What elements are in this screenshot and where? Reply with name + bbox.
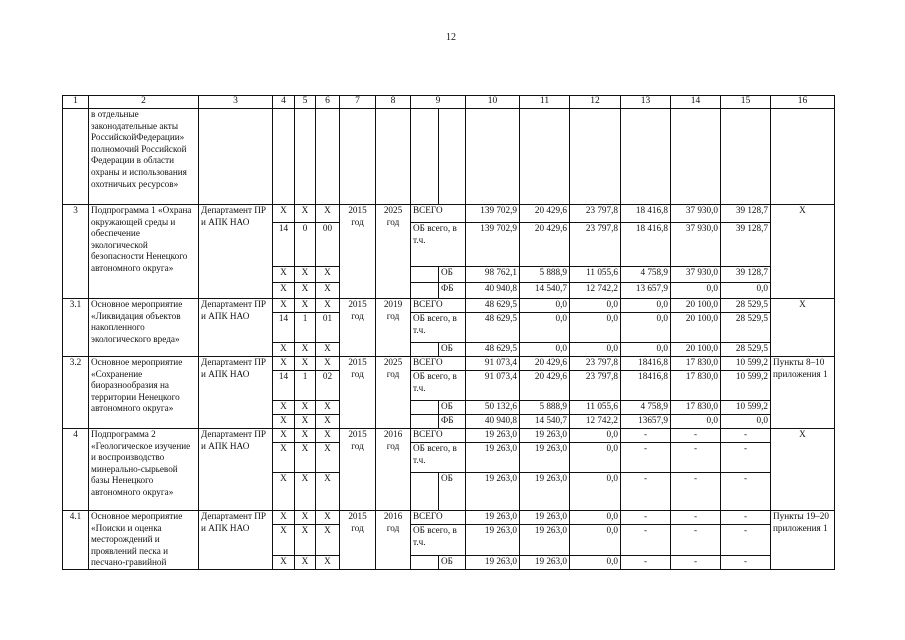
section-number: 4 (63, 429, 89, 511)
value-cell: 0,0 (570, 443, 621, 473)
start-year: 2015 год (340, 429, 376, 511)
code-cell: Х (295, 357, 316, 371)
code-cell: Х (295, 267, 316, 283)
value-cell: 20 100,0 (671, 313, 721, 343)
section-number: 3.1 (63, 299, 89, 357)
value-cell: 0,0 (671, 283, 721, 299)
code-cell: Х (316, 555, 340, 569)
cell (295, 109, 316, 205)
code-cell: 02 (316, 371, 340, 401)
code-cell: 1 (295, 371, 316, 401)
cell (199, 109, 273, 205)
value-cell: - (721, 511, 771, 525)
code-cell: 14 (273, 313, 295, 343)
value-cell: 12 742,2 (570, 415, 621, 429)
code-cell: Х (316, 283, 340, 299)
code-cell: Х (316, 511, 340, 525)
value-cell: 4 758,9 (621, 267, 671, 283)
value-cell: 40 940,8 (466, 415, 520, 429)
start-year: 2015 год (340, 299, 376, 357)
code-cell: Х (316, 473, 340, 511)
funding-source-indent (411, 555, 439, 569)
code-cell: Х (295, 429, 316, 443)
value-cell: 0,0 (721, 415, 771, 429)
start-year: 2015 год (340, 357, 376, 429)
column-header: 5 (295, 96, 316, 109)
value-cell: 18 416,8 (621, 205, 671, 223)
section-name: Подпрограмма 2 «Геологическое изучение и воспроизводство минерально-сырьевой базы Ненецкого автономного округа» (89, 429, 199, 511)
value-cell: - (621, 429, 671, 443)
section-name: Подпрограмма 1 «Охрана окружающей среды и обеспечение экологической безопасности Ненецкого автономного округа» (89, 205, 199, 299)
column-header: 15 (721, 96, 771, 109)
code-cell: Х (316, 415, 340, 429)
value-cell: 19 263,0 (520, 443, 570, 473)
value-cell: 0,0 (570, 511, 621, 525)
continued-row (63, 109, 835, 205)
value-cell: 0,0 (520, 299, 570, 313)
end-year: 2025 год (376, 357, 411, 429)
funding-source: ОБ всего, в т.ч. (411, 223, 466, 267)
column-header: 1 (63, 96, 89, 109)
code-cell: Х (273, 415, 295, 429)
code-cell: Х (316, 443, 340, 473)
value-cell: - (621, 443, 671, 473)
value-cell: 0,0 (621, 313, 671, 343)
value-cell: - (671, 511, 721, 525)
funding-source: ОБ (439, 555, 466, 569)
cell (466, 109, 520, 205)
value-cell: 5 888,9 (520, 267, 570, 283)
value-cell: - (721, 473, 771, 511)
cell (439, 109, 466, 205)
value-cell: 19 263,0 (466, 511, 520, 525)
funding-source: ВСЕГО (411, 299, 466, 313)
funding-source: ОБ всего, в т.ч. (411, 525, 466, 556)
section-note: Х (771, 429, 835, 511)
value-cell: 48 629,5 (466, 299, 520, 313)
value-cell: 18 416,8 (621, 223, 671, 267)
value-cell: 0,0 (520, 313, 570, 343)
value-cell: 18416,8 (621, 357, 671, 371)
cell (340, 109, 376, 205)
code-cell: Х (273, 343, 295, 357)
code-cell: Х (273, 283, 295, 299)
code-cell: Х (295, 415, 316, 429)
code-cell: Х (295, 205, 316, 223)
code-cell: Х (295, 299, 316, 313)
value-cell: 0,0 (570, 343, 621, 357)
code-cell: Х (273, 267, 295, 283)
value-cell: 0,0 (721, 283, 771, 299)
responsible-department: Департамент ПР и АПК НАО (199, 205, 273, 299)
code-cell: Х (316, 299, 340, 313)
funding-source-indent (411, 415, 439, 429)
value-cell: 0,0 (621, 343, 671, 357)
value-cell: 0,0 (621, 299, 671, 313)
end-year: 2016 год (376, 511, 411, 570)
cell (63, 109, 89, 205)
continued-description: в отдельные законодательные акты РоссийскойФедерации» полномочий Российской Федерации в области охраны и использования охотничьих ресурсов» (89, 109, 199, 205)
value-cell: 19 263,0 (520, 511, 570, 525)
column-header: 8 (376, 96, 411, 109)
value-cell: 17 830,0 (671, 371, 721, 401)
value-cell: 17 830,0 (671, 357, 721, 371)
funding-source-indent (411, 267, 439, 283)
cell (520, 109, 570, 205)
value-cell: 13 657,9 (621, 283, 671, 299)
value-cell: 37 930,0 (671, 267, 721, 283)
value-cell: 20 100,0 (671, 343, 721, 357)
value-cell: 0,0 (570, 555, 621, 569)
start-year: 2015 год (340, 205, 376, 299)
code-cell: Х (316, 525, 340, 556)
code-cell: Х (295, 555, 316, 569)
section-name: Основное мероприятие «Сохранение биоразнообразия на территории Ненецкого автономного округа» (89, 357, 199, 429)
column-header: 6 (316, 96, 340, 109)
section-note: Пункты 19–20 приложения 1 (771, 511, 835, 570)
cell (621, 109, 671, 205)
cell (273, 109, 295, 205)
column-header: 16 (771, 96, 835, 109)
code-cell: Х (295, 401, 316, 415)
code-cell: 0 (295, 223, 316, 267)
table-body (63, 96, 835, 570)
code-cell: Х (295, 511, 316, 525)
value-cell: 23 797,8 (570, 371, 621, 401)
section-number: 3 (63, 205, 89, 299)
value-cell: 91 073,4 (466, 371, 520, 401)
value-cell: 28 529,5 (721, 343, 771, 357)
column-header: 13 (621, 96, 671, 109)
column-header: 14 (671, 96, 721, 109)
code-cell: Х (295, 443, 316, 473)
code-cell: 01 (316, 313, 340, 343)
value-cell: 28 529,5 (721, 313, 771, 343)
code-cell: Х (316, 205, 340, 223)
cell (316, 109, 340, 205)
value-cell: 19 263,0 (466, 525, 520, 556)
end-year: 2016 год (376, 429, 411, 511)
code-cell: Х (273, 555, 295, 569)
value-cell: 14 540,7 (520, 283, 570, 299)
code-cell: 14 (273, 371, 295, 401)
value-cell: 19 263,0 (466, 555, 520, 569)
funding-source: ВСЕГО (411, 429, 466, 443)
code-cell: Х (273, 429, 295, 443)
program-funding-table (62, 95, 835, 570)
cell (721, 109, 771, 205)
code-cell: Х (273, 205, 295, 223)
value-cell: 37 930,0 (671, 223, 721, 267)
funding-source: ОБ всего, в т.ч. (411, 313, 466, 343)
value-cell: - (721, 555, 771, 569)
value-cell: 11 055,6 (570, 401, 621, 415)
table-row (63, 205, 835, 223)
funding-source: ВСЕГО (411, 205, 466, 223)
value-cell: 20 429,6 (520, 223, 570, 267)
cell (376, 109, 411, 205)
code-cell: Х (273, 511, 295, 525)
section-name: Основное мероприятие «Ликвидация объектов накопленного экологического вреда» (89, 299, 199, 357)
value-cell: - (721, 443, 771, 473)
value-cell: - (621, 473, 671, 511)
value-cell: - (621, 511, 671, 525)
value-cell: 0,0 (570, 313, 621, 343)
section-note: Пункты 8–10 приложения 1 (771, 357, 835, 429)
value-cell: 48 629,5 (466, 343, 520, 357)
value-cell: 48 629,5 (466, 313, 520, 343)
value-cell: 10 599,2 (721, 357, 771, 371)
value-cell: 19 263,0 (520, 429, 570, 443)
table-row (63, 357, 835, 371)
value-cell: - (721, 525, 771, 556)
funding-source-indent (411, 283, 439, 299)
value-cell: 139 702,9 (466, 205, 520, 223)
start-year: 2015 год (340, 511, 376, 570)
responsible-department: Департамент ПР и АПК НАО (199, 429, 273, 511)
funding-source: ВСЕГО (411, 357, 466, 371)
value-cell: 14 540,7 (520, 415, 570, 429)
value-cell: 40 940,8 (466, 283, 520, 299)
value-cell: 39 128,7 (721, 223, 771, 267)
column-header: 10 (466, 96, 520, 109)
value-cell: - (621, 525, 671, 556)
code-cell: Х (316, 401, 340, 415)
value-cell: - (671, 429, 721, 443)
column-number-row (63, 96, 835, 109)
column-header: 4 (273, 96, 295, 109)
value-cell: 17 830,0 (671, 401, 721, 415)
funding-source: ОБ (439, 473, 466, 511)
code-cell: Х (273, 357, 295, 371)
code-cell: Х (295, 283, 316, 299)
funding-source: ФБ (439, 283, 466, 299)
code-cell: Х (295, 473, 316, 511)
section-number: 3.2 (63, 357, 89, 429)
value-cell: 19 263,0 (520, 473, 570, 511)
column-header: 9 (411, 96, 466, 109)
table-row (63, 511, 835, 525)
responsible-department: Департамент ПР и АПК НАО (199, 511, 273, 570)
value-cell: 23 797,8 (570, 223, 621, 267)
code-cell: Х (316, 343, 340, 357)
value-cell: 20 100,0 (671, 299, 721, 313)
page-number: 12 (446, 32, 456, 43)
value-cell: 0,0 (570, 299, 621, 313)
value-cell: 20 429,6 (520, 357, 570, 371)
cell (411, 109, 439, 205)
value-cell: 20 429,6 (520, 371, 570, 401)
value-cell: 139 702,9 (466, 223, 520, 267)
column-header: 11 (520, 96, 570, 109)
table-row (63, 299, 835, 313)
value-cell: 0,0 (570, 429, 621, 443)
value-cell: 19 263,0 (520, 555, 570, 569)
value-cell: 20 429,6 (520, 205, 570, 223)
cell (771, 109, 835, 205)
funding-source: ОБ (439, 267, 466, 283)
value-cell: - (621, 555, 671, 569)
cell (570, 109, 621, 205)
value-cell: 13657,9 (621, 415, 671, 429)
funding-source-indent (411, 473, 439, 511)
value-cell: 0,0 (520, 343, 570, 357)
code-cell: 1 (295, 313, 316, 343)
value-cell: 91 073,4 (466, 357, 520, 371)
value-cell: 19 263,0 (466, 443, 520, 473)
funding-source: ОБ (439, 343, 466, 357)
value-cell: 4 758,9 (621, 401, 671, 415)
section-name: Основное мероприятие «Поиски и оценка месторождений и проявлений песка и песчано-гравийной (89, 511, 199, 570)
end-year: 2019 год (376, 299, 411, 357)
value-cell: 19 263,0 (520, 525, 570, 556)
code-cell: Х (273, 443, 295, 473)
column-header: 2 (89, 96, 199, 109)
funding-source: ОБ (439, 401, 466, 415)
code-cell: Х (295, 525, 316, 556)
code-cell: Х (273, 299, 295, 313)
value-cell: 10 599,2 (721, 401, 771, 415)
value-cell: - (671, 555, 721, 569)
code-cell: Х (273, 525, 295, 556)
end-year: 2025 год (376, 205, 411, 299)
responsible-department: Департамент ПР и АПК НАО (199, 357, 273, 429)
value-cell: 0,0 (570, 525, 621, 556)
value-cell: - (671, 443, 721, 473)
value-cell: 23 797,8 (570, 205, 621, 223)
value-cell: 0,0 (570, 473, 621, 511)
funding-source: ОБ всего, в т.ч. (411, 443, 466, 473)
value-cell: 19 263,0 (466, 473, 520, 511)
value-cell: 10 599,2 (721, 371, 771, 401)
value-cell: - (671, 473, 721, 511)
funding-source-indent (411, 343, 439, 357)
code-cell: 14 (273, 223, 295, 267)
value-cell: - (671, 525, 721, 556)
code-cell: Х (273, 473, 295, 511)
value-cell: 12 742,2 (570, 283, 621, 299)
value-cell: 50 132,6 (466, 401, 520, 415)
section-number: 4.1 (63, 511, 89, 570)
section-note: Х (771, 299, 835, 357)
value-cell: 19 263,0 (466, 429, 520, 443)
table-row (63, 429, 835, 443)
value-cell: 98 762,1 (466, 267, 520, 283)
value-cell: 11 055,6 (570, 267, 621, 283)
code-cell: Х (316, 429, 340, 443)
funding-source: ОБ всего, в т.ч. (411, 371, 466, 401)
column-header: 3 (199, 96, 273, 109)
code-cell: 00 (316, 223, 340, 267)
code-cell: Х (273, 401, 295, 415)
value-cell: 0,0 (671, 415, 721, 429)
value-cell: 28 529,5 (721, 299, 771, 313)
value-cell: 5 888,9 (520, 401, 570, 415)
value-cell: - (721, 429, 771, 443)
column-header: 7 (340, 96, 376, 109)
funding-source-indent (411, 401, 439, 415)
section-note: Х (771, 205, 835, 299)
value-cell: 37 930,0 (671, 205, 721, 223)
code-cell: Х (316, 357, 340, 371)
value-cell: 39 128,7 (721, 205, 771, 223)
responsible-department: Департамент ПР и АПК НАО (199, 299, 273, 357)
value-cell: 18416,8 (621, 371, 671, 401)
column-header: 12 (570, 96, 621, 109)
value-cell: 23 797,8 (570, 357, 621, 371)
funding-source: ФБ (439, 415, 466, 429)
code-cell: Х (295, 343, 316, 357)
funding-source: ВСЕГО (411, 511, 466, 525)
cell (671, 109, 721, 205)
code-cell: Х (316, 267, 340, 283)
value-cell: 39 128,7 (721, 267, 771, 283)
